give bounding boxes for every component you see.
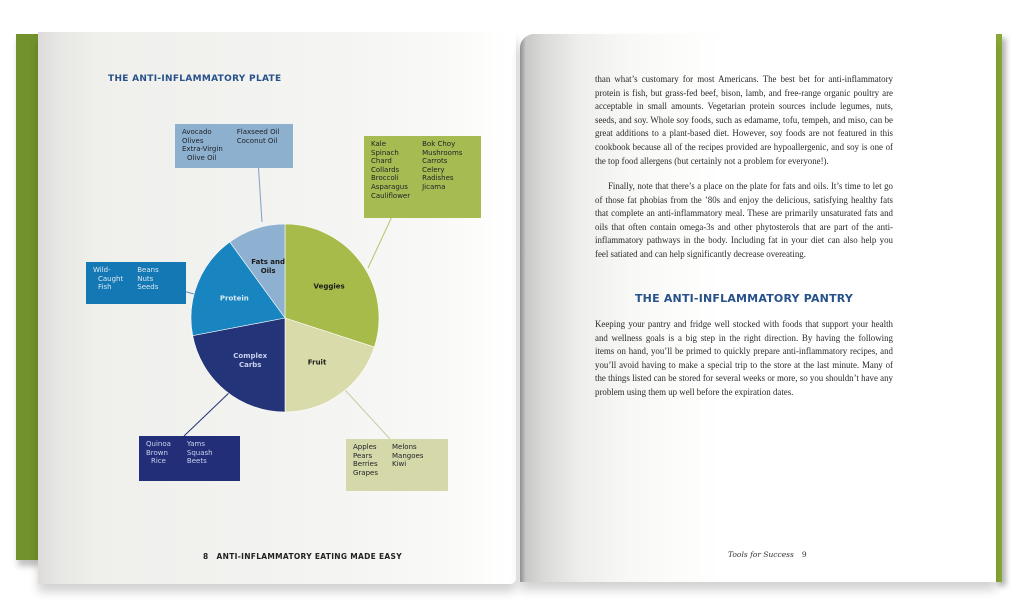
example-item: Collards <box>371 165 400 174</box>
example-item: Rice <box>151 457 166 466</box>
example-item: Seeds <box>137 283 159 292</box>
complex-carbs-examples-box <box>139 436 240 481</box>
example-item: Fish <box>98 283 112 292</box>
example-item: Flaxseed Oil <box>236 128 280 136</box>
example-item: Berries <box>353 460 378 469</box>
body-paragraph <box>595 73 893 168</box>
section-heading: THE ANTI-INFLAMMATORY PANTRY <box>634 292 854 305</box>
example-item: Extra-Virgin <box>182 145 223 154</box>
body-paragraph <box>595 180 893 262</box>
example-item: Chard <box>371 157 392 166</box>
left-page-footer <box>203 552 402 561</box>
paragraph-text: Finally, note that there’s a place on the plate for fats and oils. It’s time to let go of those fat phobias from the ’80s and enjoy the delicious, satisfying healthy fats that complete an anti-inflammatory meal. These are primarily unsaturated fats and oils that often contain omega-3s and other phytosterols that are part of the anti-inflammatory pathways in the body. Including fat in your diet can also help you feel satiated and can help significantly decrease overeating. <box>595 181 893 259</box>
running-title: ANTI-INFLAMMATORY EATING MADE EASY <box>216 552 402 561</box>
protein-examples-box <box>86 262 186 304</box>
paragraph-text: Keeping your pantry and fridge well stocked with foods that support your health and wellness goals is a big step in the right direction. By having the following items on hand, you’ll be primed to quickly prepare anti-inflammatory recipes, and you’ll avoid having to make a special trip to the store at the last minute. Many of the things listed can be stored for several weeks or more, so you shouldn’t have any problem using them up well before the expiration dates. <box>595 319 893 397</box>
example-item: Beets <box>186 457 207 466</box>
example-item: Yams <box>186 440 205 448</box>
example-item: Melons <box>392 443 417 451</box>
page-number: 9 <box>801 550 807 559</box>
examples-column <box>187 440 213 477</box>
example-item: Brown <box>146 448 168 457</box>
example-item: Kale <box>371 140 387 148</box>
connector-line <box>368 210 395 268</box>
examples-column <box>371 140 410 214</box>
example-item: Bok Choy <box>422 140 456 148</box>
example-item: Coconut Oil <box>236 136 278 145</box>
examples-column <box>353 443 378 487</box>
pie-label: Complex Carbs <box>233 352 268 370</box>
veggies-examples-box <box>364 136 481 218</box>
examples-column <box>237 128 280 164</box>
example-item: Quinoa <box>146 440 171 448</box>
examples-column <box>137 266 158 300</box>
example-item: Olives <box>182 136 204 145</box>
example-item: Spinach <box>371 148 399 157</box>
paragraph-text: than what’s customary for most Americans. The best bet for anti-inflammatory protein is fish, but grass-fed beef, bison, lamb, and free-range organic poultry are acceptable in small amounts. Vegetarian protein sources include legumes, nuts, seeds, and soy. Whole soy foods, such as edamame, tofu, tempeh, and miso, can be great additions to a plant-based diet. However, soy foods are not featured in this cookbook because all of the recipes provided are hypoallergenic, and soy is one of the top food allergens (but certainly not a problem for everyone!). <box>595 74 893 166</box>
right-page-footer <box>728 550 807 559</box>
example-item: Radishes <box>422 174 454 183</box>
examples-column <box>182 128 223 164</box>
example-item: Celery <box>422 165 445 174</box>
example-item: Carrots <box>422 157 448 166</box>
example-item: Grapes <box>353 468 378 477</box>
pie-label: Protein <box>219 294 249 303</box>
examples-column <box>93 266 123 300</box>
example-item: Nuts <box>137 274 154 283</box>
example-item: Avocado <box>182 128 212 136</box>
pie-label: Fats and Oils <box>251 258 286 276</box>
examples-column <box>422 140 462 214</box>
page-number: 8 <box>203 552 209 561</box>
example-item: Squash <box>186 448 213 457</box>
connector-line <box>258 160 262 222</box>
example-item: Apples <box>353 443 377 451</box>
connector-line <box>184 390 232 436</box>
example-item: Beans <box>137 266 159 274</box>
example-item: Jicama <box>422 182 446 191</box>
fruit-examples-box <box>346 439 448 491</box>
example-item: Mangoes <box>392 451 424 460</box>
example-item: Broccoli <box>371 174 399 183</box>
example-item: Asparagus <box>371 182 408 191</box>
running-title: Tools for Success <box>728 550 794 559</box>
pie-label: Fruit <box>307 358 327 367</box>
example-item: Olive Oil <box>187 153 217 162</box>
example-item: Mushrooms <box>422 148 463 157</box>
plate-title: THE ANTI-INFLAMMATORY PLATE <box>108 74 282 84</box>
fats-oils-examples-box <box>175 124 293 168</box>
examples-column <box>146 440 171 477</box>
example-item: Wild- <box>93 266 111 274</box>
examples-column <box>392 443 423 487</box>
example-item: Cauliflower <box>371 191 411 200</box>
example-item: Caught <box>98 274 124 283</box>
example-item: Kiwi <box>392 460 407 469</box>
pie-label: Veggies <box>313 282 345 291</box>
connector-line <box>345 390 390 439</box>
example-item: Pears <box>353 451 373 460</box>
body-paragraph <box>595 318 893 400</box>
